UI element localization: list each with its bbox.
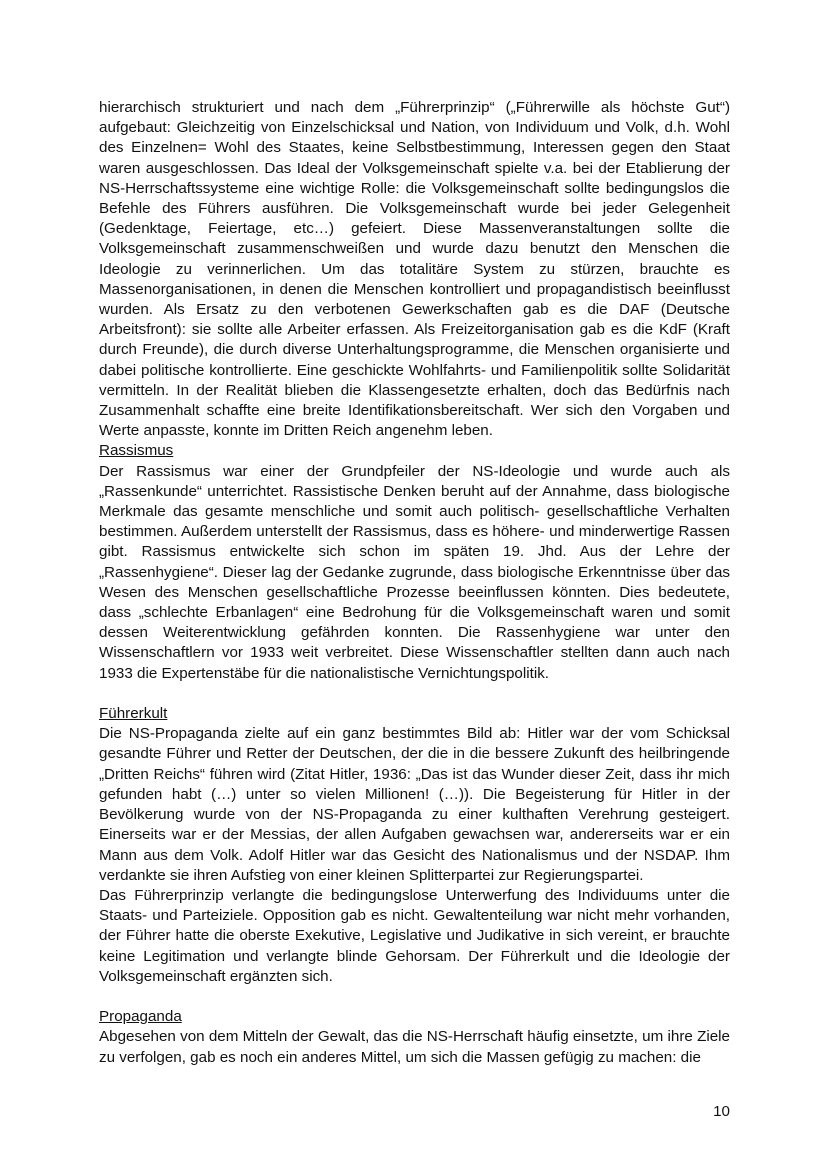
paragraph-spacer xyxy=(99,684,730,704)
paragraph-spacer xyxy=(99,987,730,1007)
propaganda-paragraph: Abgesehen von dem Mitteln der Gewalt, das die NS-Herrschaft häufig einsetzte, um ihre Ziele zu verfolgen, gab es noch ein anderes Mittel, um sich die Massen gefügig zu machen: die xyxy=(99,1028,730,1066)
section-heading-rassismus: Rassismus xyxy=(99,442,174,460)
rassismus-paragraph: Der Rassismus war einer der Grundpfeiler der NS-Ideologie und wurde auch als „Rassenkunde“ unterrichtet. Rassistische Denken beruht auf der Annahme, dass biologische Merkmale das gesamte menschliche und somit auch politisch- gesellschaftliche Verhalten bestimmen. Außerdem unterstellt der Rassismus, dass es höhere- und minderwertige Rassen gibt. Rassismus entwickelte sich schon im späten 19. Jhd. Aus der Lehre der „Rassenhygiene“. Dieser lag der Gedanke zugrunde, dass biologische Erkenntnisse über das Wesen des Menschen gesellschaftliche Prozesse beeinflussen könnten. Dies bedeutete, dass „schlechte Erbanlagen“ eine Bedrohung für die Volksgemeinschaft waren und somit dessen Weiterentwicklung gefährden konnten. Die Rassenhygiene war unter den Wissenschaftlern vor 1933 weit verbreitet. Diese Wissenschaftler stellten dann auch nach 1933 die Expertenstäbe für die nationalistische Vernichtungspolitik. xyxy=(99,462,730,682)
page-number: 10 xyxy=(713,1103,730,1120)
document-page xyxy=(99,98,730,1068)
section-heading-propaganda: Propaganda xyxy=(99,1008,182,1026)
section-heading-fuehrerkult: Führerkult xyxy=(99,705,168,723)
fuehrerkult-paragraph-2: Das Führerprinzip verlangte die bedingungslose Unterwerfung des Individuums unter die Staats- und Parteiziele. Opposition gab es nicht. Gewaltenteilung war nicht mehr vorhanden, der Führer hatte die oberste Exekutive, Legislative und Judikative in sich vereint, er brauchte keine Legitimation und verlangte blinde Gehorsam. Der Führerkult und die Ideologie der Volksgemeinschaft ergänzten sich. xyxy=(99,886,730,985)
intro-paragraph: hierarchisch strukturiert und nach dem „Führerprinzip“ („Führerwille als höchste Gut“) aufgebaut: Gleichzeitig von Einzelschicksal und Nation, von Individuum und Volk, d.h. Wohl des Einzelnen= Wohl des Staates, keine Selbstbestimmung, Interessen gegen den Staat waren ausgeschlossen. Das Ideal der Volksgemeinschaft spielte v.a. bei der Etablierung der NS-Herrschaftssysteme eine wichtige Rolle: die Volksgemeinschaft sollte bedingungslos die Befehle des Führers ausführen. Die Volksgemeinschaft wurde bei jeder Gelegenheit (Gedenktage, Feiertage, etc…) gefeiert. Diese Massenveranstaltungen sollte die Volksgemeinschaft zusammenschweißen und wurde dazu benutzt den Menschen die Ideologie zu verinnerlichen. Um das totalitäre System zu stürzen, brauchte es Massenorganisationen, in denen die Menschen kontrolliert und propagandistisch beeinflusst wurden. Als Ersatz zu den verbotenen Gewerkschaften gab es die DAF (Deutsche Arbeitsfront): sie sollte alle Arbeiter erfassen. Als Freizeitorganisation gab es die KdF (Kraft durch Freunde), die durch diverse Unterhaltungsprogramme, die Menschen organisierte und dabei politische kontrollierte. Eine geschickte Wohlfahrts- und Familienpolitik sollte Solidarität vermitteln. In der Realität blieben die Klassengesetzte erhalten, doch das Bedürfnis nach Zusammenhalt schaffte eine breite Identifikationsbereitschaft. Wer sich den Vorgaben und Werte anpasste, konnte im Dritten Reich angenehm leben. xyxy=(99,99,730,440)
fuehrerkult-paragraph-1: Die NS-Propaganda zielte auf ein ganz bestimmtes Bild ab: Hitler war der vom Schicksal gesandte Führer und Retter der Deutschen, der die in die bessere Zukunft des heilbringende „Dritten Reichs“ führen wird (Zitat Hitler, 1936: „Das ist das Wunder dieser Zeit, dass ihr mich gefunden habt (…) unter so vielen Millionen! (…)). Die Begeisterung für Hitler in der Bevölkerung wurde von der NS-Propaganda zu einer kulthaften Verehrung gesteigert. Einerseits war er der Messias, der allen Aufgaben gewachsen war, andererseits war er ein Mann aus dem Volk. Adolf Hitler war das Gesicht des Nationalismus und der NSDAP. Ihm verdankte sie ihren Aufstieg von einer kleinen Splitterpartei zur Regierungspartei. xyxy=(99,725,730,884)
